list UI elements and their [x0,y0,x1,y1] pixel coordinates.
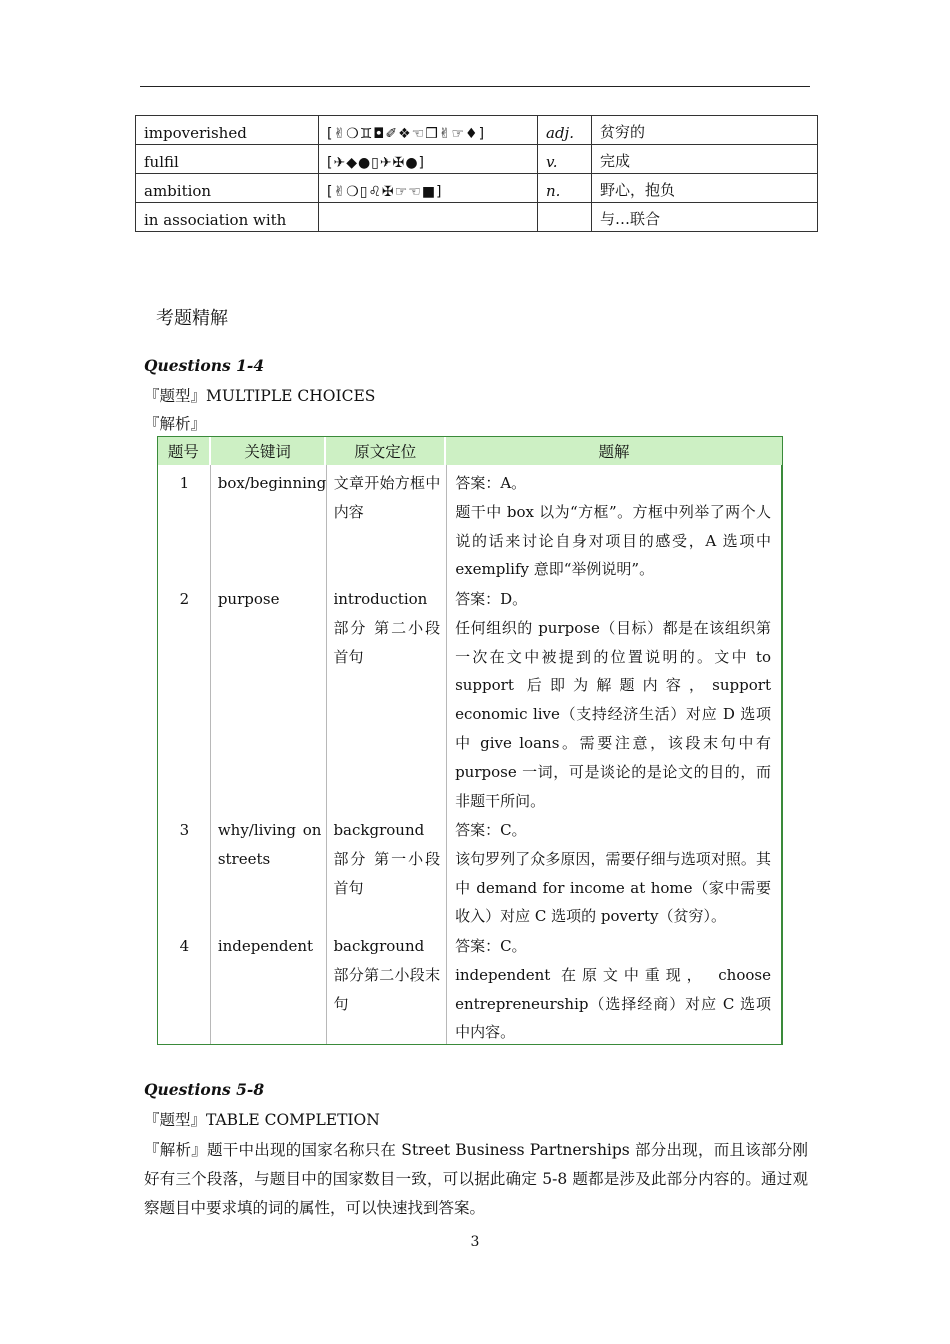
answer-text: 答案：C。 [455,937,527,955]
section-title: 考题精解 [156,308,228,329]
explanation-text: 任何组织的 purpose（目标）都是在该组织第一次在文中被提到的位置说明的。文中 to support 后即为解题内容，support economic live（支持经济生活）对应 D 选项中 give loans。需要注意，该段末句中有 purpose 一词，可是谈论的是论文的目的，而非题干所问。 [455,618,771,810]
vocab-meaning: 与…联合 [592,203,818,232]
table-header [158,437,782,465]
vocab-word: fulfil [136,145,319,174]
analysis-table [157,436,783,1045]
vocab-phonetic [319,203,538,232]
answer-text: 答案：D。 [455,590,528,608]
question-location: 文章开始方框中内容 [333,474,441,521]
page-number: 3 [470,1234,480,1250]
explanation-text: independent 在原文中重现， choose entrepreneurship（选择经商）对应 C 选项中内容。 [455,965,771,1042]
question-type-line: 『题型』MULTIPLE CHOICES [144,387,376,405]
vocabulary-table [135,115,818,232]
vocab-meaning: 完成 [592,145,818,174]
question-solution [446,581,782,812]
question-type-line: 『题型』TABLE COMPLETION [144,1111,380,1129]
question-solution [446,812,782,928]
question-number: 4 [179,937,190,955]
table-row [158,581,782,812]
answer-text: 答案：A。 [455,474,527,492]
questions-1-4-title: Questions 1-4 [144,356,265,375]
analysis-paragraph: 『解析』题干中出现的国家名称只在 Street Business Partnerships 部分出现，而且该部分刚好有三个段落，与题目中的国家数目一致，可以据此确定 5-8 题都是涉及此部分内容的。通过观察题目中要求填的词的属性，可以快速找到答案。 [144,1141,808,1217]
question-keyword: box/beginning [217,474,327,492]
vocab-row [136,203,818,232]
answer-text: 答案：C。 [455,821,527,839]
vocab-pos [538,203,592,232]
vocab-row [136,145,818,174]
table-row [158,812,782,928]
question-location: background 部分第二小段末句 [333,937,441,1013]
question-number: 1 [179,474,190,492]
vocab-pos: n. [538,174,592,203]
vocab-phonetic: [✌❍▯♌✠☞☜■] [319,174,538,203]
header-keyword: 关键词 [211,437,327,465]
vocab-meaning: 贫穷的 [592,116,818,145]
question-solution [446,465,782,581]
vocab-row [136,174,818,203]
vocab-word: in association with [136,203,319,232]
table-row [158,928,782,1044]
vocab-phonetic: [✌❍♊◘✐❖☜❒✌☞♦] [319,116,538,145]
table-row [158,465,782,581]
header-location: 原文定位 [326,437,446,465]
vocab-word: ambition [136,174,319,203]
question-location: background 部分 第一小段首句 [333,821,441,897]
question-number: 2 [179,590,190,608]
question-keyword: why/living on streets [217,821,322,868]
vocab-meaning: 野心，抱负 [592,174,818,203]
analysis-label: 『解析』 [144,415,207,433]
vocab-pos: adj. [538,116,592,145]
explanation-text: 该句罗列了众多原因，需要仔细与选项对照。其中 demand for income at home（家中需要收入）对应 C 选项的 poverty（贫穷）。 [455,849,771,926]
header-rule [140,86,810,87]
vocab-row [136,116,818,145]
explanation-text: 题干中 box 以为“方框”。方框中列举了两个人说的话来讨论自身对项目的感受，A 选项中 exemplify 意即“举例说明”。 [455,502,771,579]
question-number: 3 [179,821,190,839]
question-solution [446,928,782,1044]
header-number: 题号 [158,437,211,465]
questions-5-8-title: Questions 5-8 [144,1080,265,1099]
vocab-word: impoverished [136,116,319,145]
vocab-pos: v. [538,145,592,174]
question-keyword: independent [217,937,314,955]
header-solution: 题解 [446,437,782,465]
vocab-phonetic: [✈◆●▯✈✠●] [319,145,538,174]
question-location: introduction 部分 第二小段首句 [333,590,441,666]
question-keyword: purpose [217,590,280,608]
